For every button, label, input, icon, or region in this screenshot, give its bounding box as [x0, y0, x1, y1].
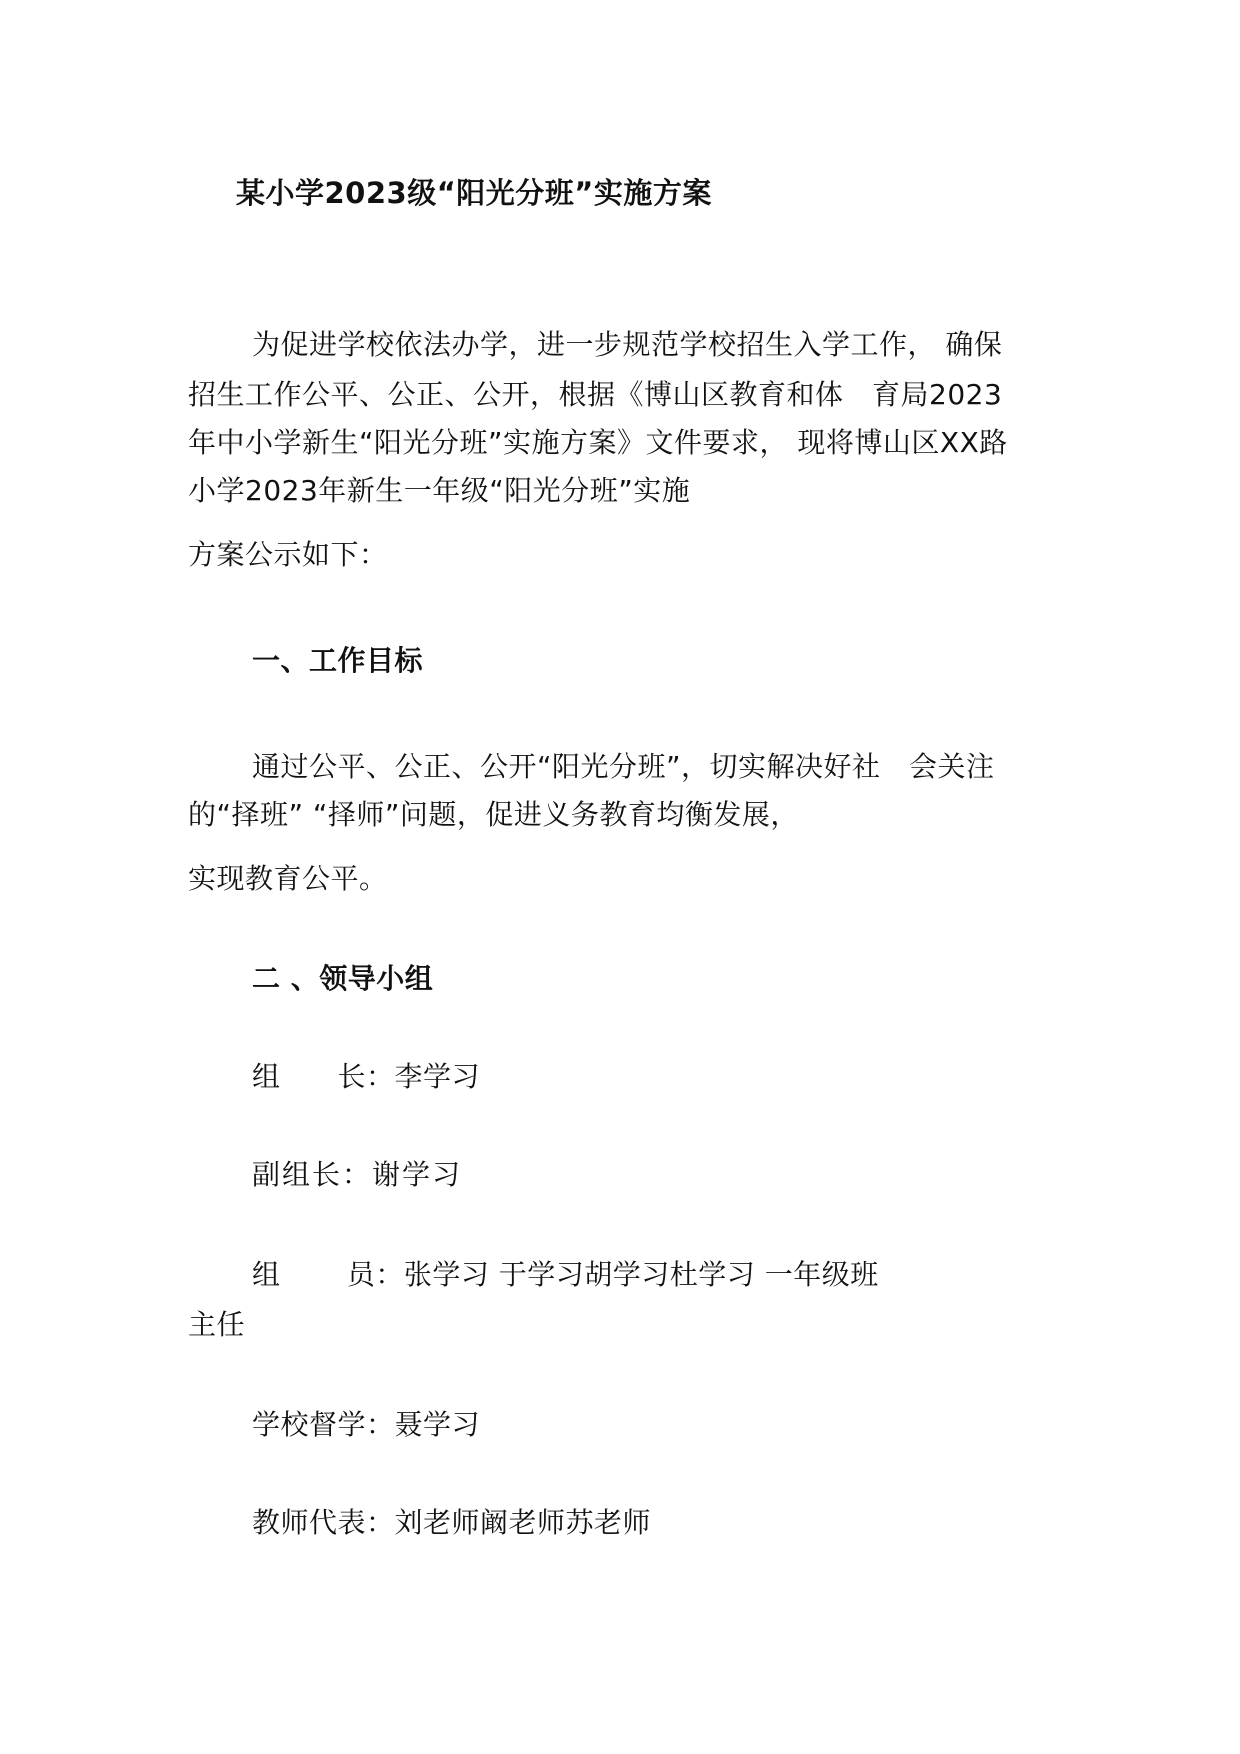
- document-title: 某小学2023级“阳光分班”实施方案: [236, 176, 712, 210]
- section-heading-goals: 一、工作目标: [252, 644, 424, 677]
- section-heading-leadership: 二 、领导小组: [252, 962, 434, 995]
- intro-line-4: 小学2023年新生一年级“阳光分班”实施: [188, 474, 691, 507]
- intro-line-5: 方案公示如下：: [188, 538, 388, 571]
- member-line-members: 组 员：张学习 于学习胡学习杜学习 一年级班: [252, 1258, 879, 1291]
- member-line-deputy: 副组长：谢学习: [252, 1158, 463, 1191]
- member-line-teachers: 教师代表：刘老师阚老师苏老师: [252, 1506, 652, 1539]
- member-line-members-cont: 主任: [188, 1308, 246, 1341]
- goals-line-3: 实现教育公平。: [188, 862, 388, 895]
- member-line-supervisor: 学校督学：聂学习: [252, 1408, 481, 1441]
- member-line-leader: 组 长：李学习: [252, 1060, 481, 1093]
- intro-line-3: 年中小学新生“阳光分班”实施方案》文件要求， 现将博山区XX路: [188, 426, 1008, 459]
- intro-line-1: 为促进学校依法办学，进一步规范学校招生入学工作， 确保: [252, 328, 1003, 361]
- intro-line-2: 招生工作公平、公正、公开，根据《博山区教育和体 育局2023: [188, 378, 1003, 411]
- goals-line-1: 通过公平、公正、公开“阳光分班”，切实解决好社 会关注: [252, 750, 995, 783]
- goals-line-2: 的“择班” “择师”问题，促进义务教育均衡发展，: [188, 798, 799, 831]
